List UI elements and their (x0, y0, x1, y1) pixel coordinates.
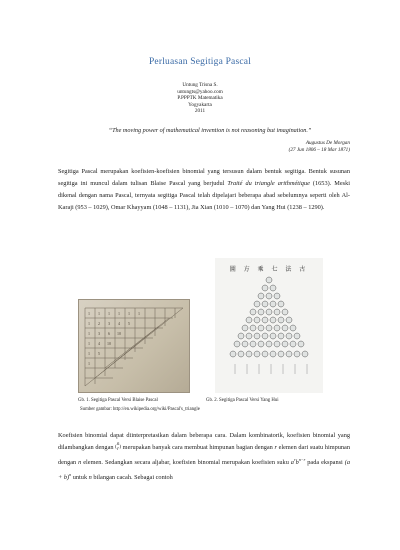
svg-text:10: 10 (107, 341, 111, 346)
binomial-paragraph (58, 430, 350, 484)
svg-text:1: 1 (98, 311, 100, 316)
binomial-text-5: pada ekspansi (305, 458, 345, 466)
svg-text:4: 4 (118, 321, 120, 326)
term-b: b (295, 458, 299, 466)
author-email[interactable]: untungts@yahoo.com (177, 88, 223, 95)
var-n-2: n (88, 473, 92, 481)
binomial-text-4: elemen. Sedangkan secara aljabar, koefisien binomial merupakan koefisien suku (81, 458, 291, 466)
svg-text:1: 1 (118, 311, 120, 316)
var-r: r (274, 443, 277, 451)
yanghui-triangle-drawing (215, 258, 323, 393)
figure-pascal-yanghui-image (215, 258, 323, 393)
expansion-exp: n (69, 471, 72, 477)
svg-text:5: 5 (98, 351, 100, 356)
pascal-grid-drawing (79, 300, 189, 392)
author-year: 2011 (194, 108, 206, 115)
binom-top: n (116, 442, 120, 448)
quote-author-dates: (27 Jun 1806 – 18 Mar 1871) (288, 147, 350, 153)
svg-text:1: 1 (88, 311, 90, 316)
binomial-text-3: elemen dari suatu himpunan dengan (58, 443, 350, 466)
svg-text:3: 3 (108, 321, 110, 326)
author-dept: P.PPPTK Matematika (177, 95, 223, 102)
binomial-text-2: merupakan banyak cara membuat himpunan bagian dengan (121, 443, 275, 451)
svg-text:1: 1 (138, 311, 140, 316)
intro-paragraph (58, 166, 350, 214)
figure2-caption: Gb. 2. Segitiga Pascal Versi Yang Hui (206, 398, 279, 403)
svg-text:10: 10 (117, 331, 121, 336)
page-title: Perluasan Segitiga Pascal (148, 57, 252, 67)
epigraph-quote: “The moving power of mathematical invention is not reasoning but imagination.” (108, 127, 312, 134)
author-name: Untung Trisna S. (182, 82, 218, 88)
var-n: n (78, 458, 82, 466)
author-block (0, 82, 400, 115)
svg-text:1: 1 (88, 351, 90, 356)
expansion: (a + b) (58, 458, 350, 481)
svg-text:2: 2 (98, 321, 100, 326)
binomial-notation: ( n r ) (115, 442, 122, 453)
svg-text:3: 3 (98, 331, 100, 336)
author-city: Yogyakarta (188, 101, 212, 108)
term-a: a (290, 458, 294, 466)
epigraph-attribution (289, 140, 350, 154)
svg-text:1: 1 (108, 311, 110, 316)
term-b-exp: n−r (298, 456, 306, 462)
binomial-text-7: bilangan cacah. Sebagai contoh (91, 473, 173, 481)
term-a-exp: r (293, 456, 296, 462)
svg-text:5: 5 (128, 321, 130, 326)
svg-text:6: 6 (108, 331, 110, 336)
svg-text:1: 1 (128, 311, 130, 316)
figure-pascal-blaise-image (78, 299, 190, 393)
svg-text:1: 1 (88, 341, 90, 346)
binom-bottom: r (117, 447, 120, 453)
book-title: Traité du triangle arithmétique (227, 179, 310, 187)
svg-text:1: 1 (88, 361, 90, 366)
figure1-caption: Gb. 1. Segitiga Pascal Versi Blaise Pascal (78, 398, 158, 403)
binomial-text-1: Koefisien binomial dapat diinterpretasikan dalam beberapa cara. Dalam kombinatorik, koefisien binomial yang dilambangkan dengan (58, 432, 350, 451)
svg-text:1: 1 (88, 321, 90, 326)
quote-author-name: Augustus De Morgan (305, 140, 350, 146)
svg-text:1: 1 (88, 331, 90, 336)
yanghui-heading-text: 圖 方 乘 七 法 古 (229, 266, 309, 273)
intro-text-2: (1653). Meski dikenal dengan nama Pascal, ternyata segitiga Pascal telah dipelajari beberapa abad sebelumnya seperti oleh Al-Karaji (953 – 1029), Omar Khayyam (1048 – 1131), Jia Xian (1010 – 1070) dan Yang Hui (1238 – 1290). (58, 179, 351, 211)
intro-text-1: Segitiga Pascal merupakan koefisien-koefisien binomial yang tersusun dalam bentuk segitiga. Bentuk susunan segitiga ini muncul dalam tulisan Blaise Pascal yang berjudul (58, 168, 350, 187)
svg-text:4: 4 (98, 341, 100, 346)
figure-source: Sumber gambar: http://en.wikipedia.org/wiki/Pascal's_triangle (80, 407, 200, 412)
binomial-text-6: untuk (71, 473, 89, 481)
